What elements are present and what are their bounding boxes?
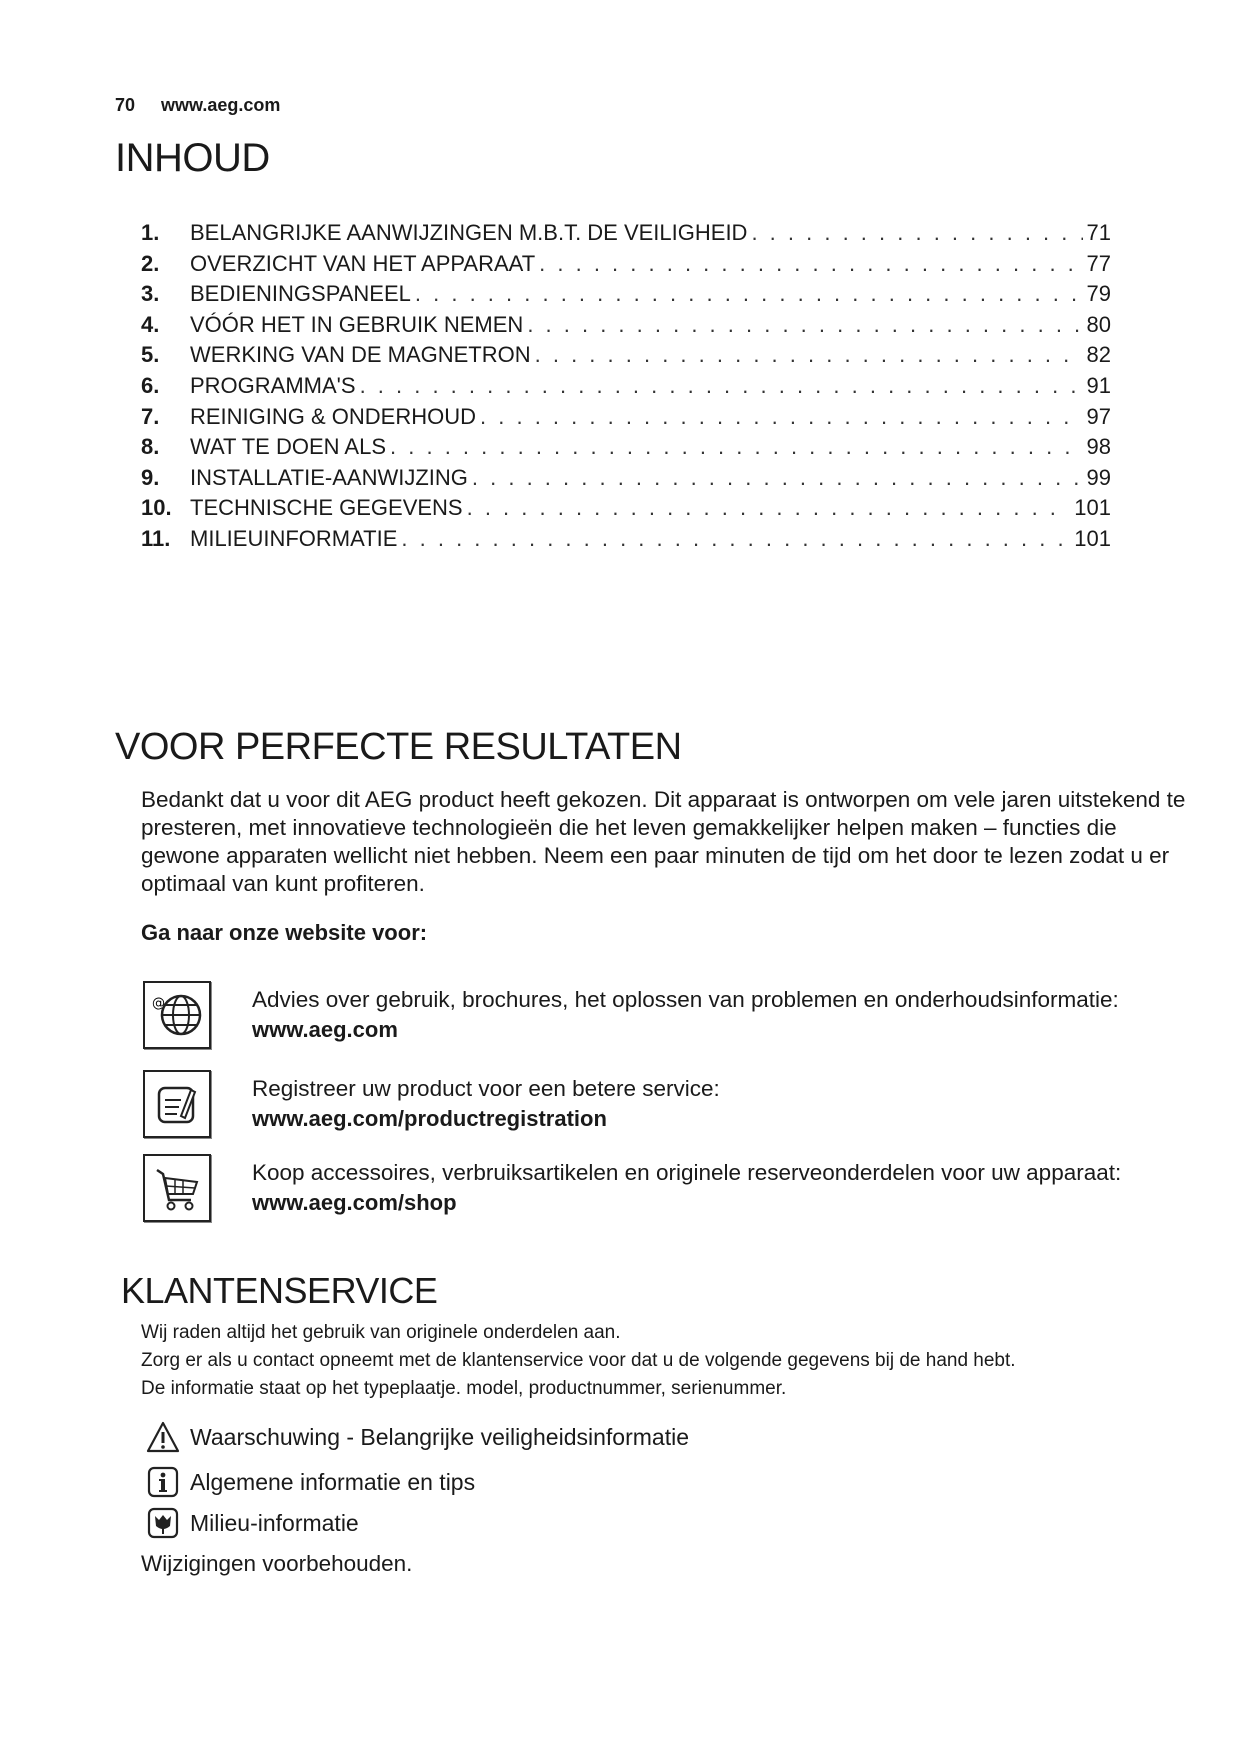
toc-item[interactable] (141, 342, 1111, 373)
toc-label: REINIGING & ONDERHOUD (190, 403, 477, 429)
toc-page-number: 101 (1074, 525, 1111, 551)
toc-label: MILIEUINFORMATIE (190, 525, 398, 551)
service-text: Advies over gebruik, brochures, het oplossen van problemen en onderhoudsinformatie: (252, 987, 1119, 1012)
toc-item[interactable] (141, 312, 1111, 343)
website-heading: Ga naar onze website voor: (141, 920, 428, 945)
service-row-advice (143, 981, 1205, 1051)
toc-leader-dots (527, 312, 1082, 338)
toc-leader-dots (401, 526, 1070, 552)
results-title: VOOR PERFECTE RESULTATEN (115, 726, 682, 768)
toc-number: 1. (141, 220, 160, 245)
toc-number: 10. (141, 495, 172, 521)
toc-label: INSTALLATIE-AANWIJZING (190, 464, 468, 490)
toc-page-number: 71 (1086, 220, 1111, 245)
toc-leader-dots (751, 220, 1082, 246)
toc-number: 5. (141, 342, 160, 368)
toc-item[interactable] (141, 465, 1111, 496)
cs-line: Zorg er als u contact opneemt met de klantenservice voor dat u de volgende gegevens bij de hand hebt. (141, 1350, 1016, 1371)
toc-page-number: 97 (1086, 403, 1111, 429)
toc-leader-dots (535, 342, 1083, 368)
toc-leader-dots (390, 434, 1083, 460)
toc-item[interactable] (141, 281, 1111, 312)
table-of-contents (141, 220, 1111, 557)
toc-number: 2. (141, 250, 160, 276)
toc-leader-dots (415, 281, 1083, 307)
toc-number: 9. (141, 464, 160, 490)
toc-page-number: 101 (1074, 495, 1111, 521)
service-link[interactable]: www.aeg.com (252, 1017, 398, 1042)
toc-label: OVERZICHT VAN HET APPARAAT (190, 250, 536, 276)
cs-line: Wij raden altijd het gebruik van originele onderdelen aan. (141, 1322, 621, 1343)
service-row-shop (143, 1154, 1205, 1224)
info-icon (146, 1465, 180, 1499)
intro-paragraph: Bedankt dat u voor dit AEG product heeft gekozen. Dit apparaat is ontworpen om vele jaren uitstekend te presteren, met innovatieve technologieën die het leven gemakkelijker helpen maken – functies die gewone apparaten wellicht niet hebben. Neem een paar minuten de tijd om het door te lezen zodat u er optimaal van kunt profiteren. (141, 787, 1186, 896)
toc-number: 7. (141, 403, 160, 429)
page-number: 70 (115, 95, 136, 115)
toc-page-number: 91 (1086, 372, 1111, 398)
legend-warning (146, 1420, 689, 1454)
cs-line: De informatie staat op het typeplaatje. model, productnummer, serienummer. (141, 1378, 787, 1399)
service-row-registration (143, 1070, 1205, 1140)
toc-label: BELANGRIJKE AANWIJZINGEN M.B.T. DE VEILIGHEID (190, 220, 748, 245)
service-text: Registreer uw product voor een betere service: (252, 1076, 720, 1101)
toc-page-number: 99 (1086, 464, 1111, 490)
shopping-cart-icon (143, 1154, 211, 1222)
toc-label: BEDIENINGSPANEEL (190, 281, 411, 307)
legend-label: Algemene informatie en tips (190, 1468, 476, 1495)
toc-item[interactable] (141, 404, 1111, 435)
service-link[interactable]: www.aeg.com/shop (252, 1190, 457, 1215)
toc-label: PROGRAMMA'S (190, 372, 356, 398)
toc-page-number: 77 (1086, 250, 1111, 276)
service-link[interactable]: www.aeg.com/productregistration (252, 1106, 607, 1131)
toc-item[interactable] (141, 373, 1111, 404)
customer-service-text (141, 1319, 1016, 1403)
legend-label: Waarschuwing - Belangrijke veiligheidsinformatie (190, 1423, 689, 1450)
toc-item[interactable] (141, 251, 1111, 282)
toc-leader-dots (360, 373, 1083, 399)
toc-number: 6. (141, 372, 160, 398)
toc-number: 11. (141, 525, 171, 551)
page-header (115, 95, 280, 116)
toc-item[interactable] (141, 495, 1111, 526)
legend-label: Milieu-informatie (190, 1509, 359, 1536)
toc-item[interactable] (141, 526, 1111, 557)
toc-leader-dots (539, 251, 1082, 277)
toc-title: INHOUD (115, 136, 270, 180)
registration-icon (143, 1070, 211, 1138)
legend-environment (146, 1506, 359, 1540)
toc-page-number: 82 (1086, 342, 1111, 368)
toc-page-number: 98 (1086, 434, 1111, 460)
toc-number: 8. (141, 434, 160, 460)
header-url[interactable]: www.aeg.com (161, 95, 281, 115)
svg-text:@: @ (152, 996, 165, 1011)
disclaimer: Wijzigingen voorbehouden. (141, 1551, 413, 1576)
toc-label: VÓÓR HET IN GEBRUIK NEMEN (190, 311, 524, 337)
toc-number: 4. (141, 311, 160, 337)
environment-icon (146, 1506, 180, 1540)
toc-label: WAT TE DOEN ALS (190, 434, 387, 460)
warning-icon (146, 1420, 180, 1454)
legend-info (146, 1465, 475, 1499)
service-text: Koop accessoires, verbruiksartikelen en originele reserveonderdelen voor uw apparaat: (252, 1160, 1122, 1185)
toc-item[interactable] (141, 220, 1111, 251)
toc-item[interactable] (141, 434, 1111, 465)
toc-number: 3. (141, 281, 160, 307)
toc-leader-dots (480, 404, 1082, 430)
toc-leader-dots (467, 495, 1071, 521)
toc-leader-dots (472, 465, 1083, 491)
customer-service-title: KLANTENSERVICE (121, 1270, 438, 1311)
globe-icon (143, 981, 211, 1049)
toc-page-number: 79 (1086, 281, 1111, 307)
toc-label: WERKING VAN DE MAGNETRON (190, 342, 531, 368)
toc-page-number: 80 (1086, 311, 1111, 337)
toc-label: TECHNISCHE GEGEVENS (190, 495, 463, 521)
